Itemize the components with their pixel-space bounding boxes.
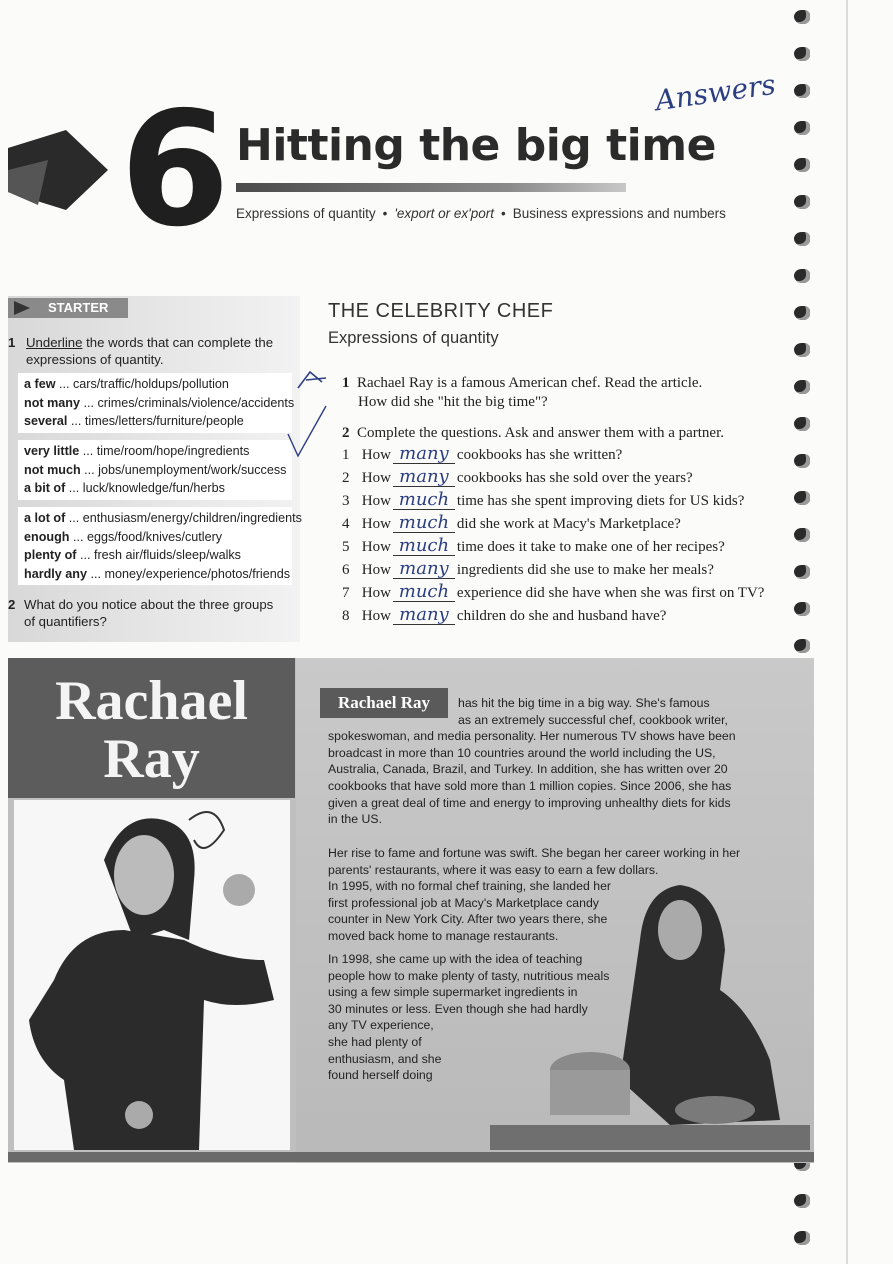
article-paragraph-3-line: she had plenty of (328, 1035, 422, 1049)
subtitle-topic-1: Expressions of quantity (236, 206, 376, 221)
starter-q1-text: Underline the words that can complete the (26, 335, 274, 350)
article-paragraph-3-line: enthusiasm, and she (328, 1051, 442, 1066)
unit-subtitle (236, 206, 726, 221)
question-prefix: How (358, 516, 391, 532)
question-number: 2 (342, 470, 350, 486)
article-paragraph-3-line: people how to make plenty of tasty, nutritious meals (328, 968, 610, 983)
exercise-1: 1 Rachael Ray is a famous American chef. Read the article. (342, 375, 703, 391)
question-text: cookbooks has she written? (456, 447, 623, 463)
quantifier: very little (24, 444, 80, 458)
question-number: 6 (342, 562, 350, 578)
quantifier-options: ... eggs/food/knives/cutlery (69, 529, 223, 544)
handwritten-answer: much (393, 583, 455, 602)
handwritten-answer: much (393, 491, 455, 510)
quantifier-row (24, 479, 286, 498)
question-text: cookbooks has she sold over the years? (456, 470, 693, 486)
article-paragraph-1-line: in the US. (328, 812, 382, 827)
name-line-2: Ray (103, 728, 200, 790)
spiral-ring (794, 121, 810, 135)
quantifier-row (24, 509, 302, 528)
article-paragraph-2-line: Her rise to fame and fortune was swift. She began her career working in her (328, 846, 741, 860)
starter-q1-number: 1 (8, 335, 16, 350)
spiral-ring (794, 47, 810, 61)
article-paragraph-3-line: found herself doing (328, 1068, 433, 1083)
quantifier-row (24, 528, 286, 547)
section-subtitle: Expressions of quantity (328, 329, 499, 347)
spiral-ring (794, 491, 810, 505)
quantifier-row (24, 565, 291, 584)
handwritten-answer: many (393, 445, 455, 464)
subtitle-topic-3: Business expressions and numbers (512, 206, 726, 221)
spiral-ring (794, 195, 810, 209)
starter-q1-text-line2: expressions of quantity. (26, 352, 164, 367)
article-paragraph-1-line: spokeswoman, and media personality. Her numerous TV shows have been (328, 729, 736, 744)
starter-q2-text: What do you notice about the three groups (24, 597, 274, 612)
quantifier-options: ... times/letters/furniture/people (67, 414, 244, 428)
quantifier-options: ... luck/knowledge/fun/herbs (65, 481, 225, 495)
starter-arrow-icon (14, 301, 30, 315)
quantifier-options: ... jobs/unemployment/work/success (80, 462, 287, 477)
spiral-ring (794, 528, 810, 542)
tick-mark-icon (284, 404, 328, 458)
quantifier-group-2 (18, 440, 292, 500)
handwritten-answer: many (393, 560, 455, 579)
page-edge (846, 0, 848, 1264)
question-prefix: How (358, 470, 391, 486)
spiral-ring (794, 343, 810, 357)
quantifier-row (24, 375, 286, 394)
question-row (342, 445, 622, 467)
quantifier: several (24, 414, 68, 428)
quantifier-options: ... time/room/hope/ingredients (79, 444, 250, 458)
quantifier-options: ... money/experience/photos/friends (87, 566, 291, 581)
starter-tab: STARTER (8, 298, 128, 318)
quantifier: not much (24, 462, 81, 477)
quantifier-group-1 (18, 373, 295, 433)
section-title: THE CELEBRITY CHEF (328, 300, 554, 322)
article-paragraph-2-line: moved back home to manage restaurants. (328, 929, 559, 943)
quantifier: a few (24, 377, 56, 391)
starter-q2-text-line2: of quantifiers? (24, 614, 107, 629)
question-row (342, 606, 666, 628)
article-name-heading (8, 672, 295, 788)
subtitle-bullet: • (501, 206, 506, 221)
question-number: 4 (342, 516, 350, 532)
question-row (342, 514, 681, 536)
handwritten-answers-note: Answers (653, 67, 778, 118)
question-row (342, 537, 725, 559)
question-row (342, 491, 744, 513)
article-paragraph-1-line: broadcast in more than 10 countries around the world including the US, (328, 745, 716, 760)
question-number: 3 (342, 493, 350, 509)
spiral-ring (794, 158, 810, 172)
bottom-rule (8, 1152, 814, 1162)
article-paragraph-2-line: counter in New York City. After two years there, she (328, 912, 608, 927)
article-paragraph-3-line: using a few simple supermarket ingredients in (328, 985, 578, 1000)
handwritten-answer: many (393, 468, 455, 487)
question-prefix: How (358, 493, 391, 509)
quantifier-options: ... crimes/criminals/violence/accidents (79, 395, 295, 410)
question-text: did she work at Macy's Marketplace? (456, 516, 681, 532)
exercise-2: 2 Complete the questions. Ask and answer them with a partner. (342, 425, 725, 441)
handwritten-answer: much (393, 514, 455, 533)
quantifier-row (24, 546, 286, 565)
question-number: 1 (342, 447, 350, 463)
article-paragraph-3-line: any TV experience, (328, 1018, 434, 1033)
question-prefix: How (358, 585, 391, 601)
spiral-ring (794, 602, 810, 616)
spiral-ring (794, 269, 810, 283)
quantifier: a bit of (24, 481, 66, 495)
article-paragraph-1-line: as an extremely successful chef, cookbook writer, (458, 712, 728, 727)
spiral-ring (794, 232, 810, 246)
quantifier-options: ... enthusiasm/energy/children/ingredients (65, 511, 302, 525)
unit-arrow-icon (8, 130, 108, 210)
article-paragraph-3-line: 30 minutes or less. Even though she had hardly (328, 1001, 588, 1016)
spiral-ring (794, 1194, 810, 1208)
subtitle-bullet: • (382, 206, 388, 221)
question-number: 5 (342, 539, 350, 555)
spiral-ring (794, 10, 810, 24)
question-text: ingredients did she use to make her meals? (456, 562, 714, 578)
quantifier-row (24, 412, 286, 431)
handwritten-mark-icon (296, 368, 330, 392)
question-text: time does it take to make one of her recipes? (456, 539, 725, 555)
question-number: 8 (342, 608, 350, 624)
handwritten-answer: much (393, 537, 455, 556)
quantifier-options: ... cars/traffic/holdups/pollution (55, 377, 229, 391)
quantifier: not many (24, 395, 80, 410)
spiral-ring (794, 84, 810, 98)
article-paragraph-1-line: Australia, Canada, Brazil, and Turkey. In addition, she has written over 20 (328, 762, 728, 777)
quantifier-row (24, 394, 295, 413)
question-text: children do she and husband have? (456, 608, 667, 624)
title-rule (236, 183, 626, 192)
subtitle-topic-2: 'export or ex'port (394, 206, 495, 221)
spiral-ring (794, 306, 810, 320)
quantifier: hardly any (24, 566, 87, 581)
handwritten-answer: many (393, 606, 455, 625)
quantifier-group-3 (18, 507, 302, 585)
question-prefix: How (358, 562, 391, 578)
article-paragraph-1-line: given a great deal of time and energy to improving unhealthy diets for kids (328, 795, 731, 810)
question-prefix: How (358, 539, 391, 555)
article-name-tag: Rachael Ray (320, 688, 448, 718)
spiral-ring (794, 565, 810, 579)
article-paragraph-2-line: parents' restaurants, where it was easy to earn a few dollars. (328, 862, 659, 877)
spiral-ring (794, 454, 810, 468)
starter-q2-number: 2 (8, 597, 16, 612)
question-row (342, 468, 693, 490)
spiral-ring (794, 417, 810, 431)
question-text: experience did she have when she was first on TV? (456, 585, 765, 601)
rachael-ray-photo (14, 800, 290, 1150)
quantifier: enough (24, 529, 70, 544)
article-paragraph-2-line: first professional job at Macy's Marketplace candy (328, 895, 599, 910)
question-number: 7 (342, 585, 350, 601)
spiral-ring (794, 639, 810, 653)
name-line-1: Rachael (55, 670, 248, 732)
quantifier-row (24, 442, 286, 461)
question-text: time has she spent improving diets for US kids? (456, 493, 745, 509)
article-paragraph-1-line: has hit the big time in a big way. She's famous (458, 696, 710, 710)
unit-number: 6 (120, 78, 230, 262)
article-paragraph-1-line: cookbooks that have sold more than 1 million copies. Since 2006, she has (328, 779, 732, 793)
question-row (342, 583, 764, 605)
spiral-ring (794, 380, 810, 394)
quantifier: a lot of (24, 511, 66, 525)
question-row (342, 560, 714, 582)
quantifier-options: ... fresh air/fluids/sleep/walks (76, 548, 241, 562)
quantifier-row (24, 461, 286, 480)
question-prefix: How (358, 447, 391, 463)
exercise-1-line2: How did she "hit the big time"? (358, 394, 548, 410)
chef-portrait-image (14, 800, 290, 1150)
article-paragraph-3-line: In 1998, she came up with the idea of teaching (328, 952, 583, 966)
page-title: Hitting the big time (236, 120, 716, 171)
question-prefix: How (358, 608, 391, 624)
quantifier: plenty of (24, 548, 77, 562)
article-paragraph-2-line: In 1995, with no formal chef training, she landed her (328, 879, 612, 894)
spiral-ring (794, 1231, 810, 1245)
